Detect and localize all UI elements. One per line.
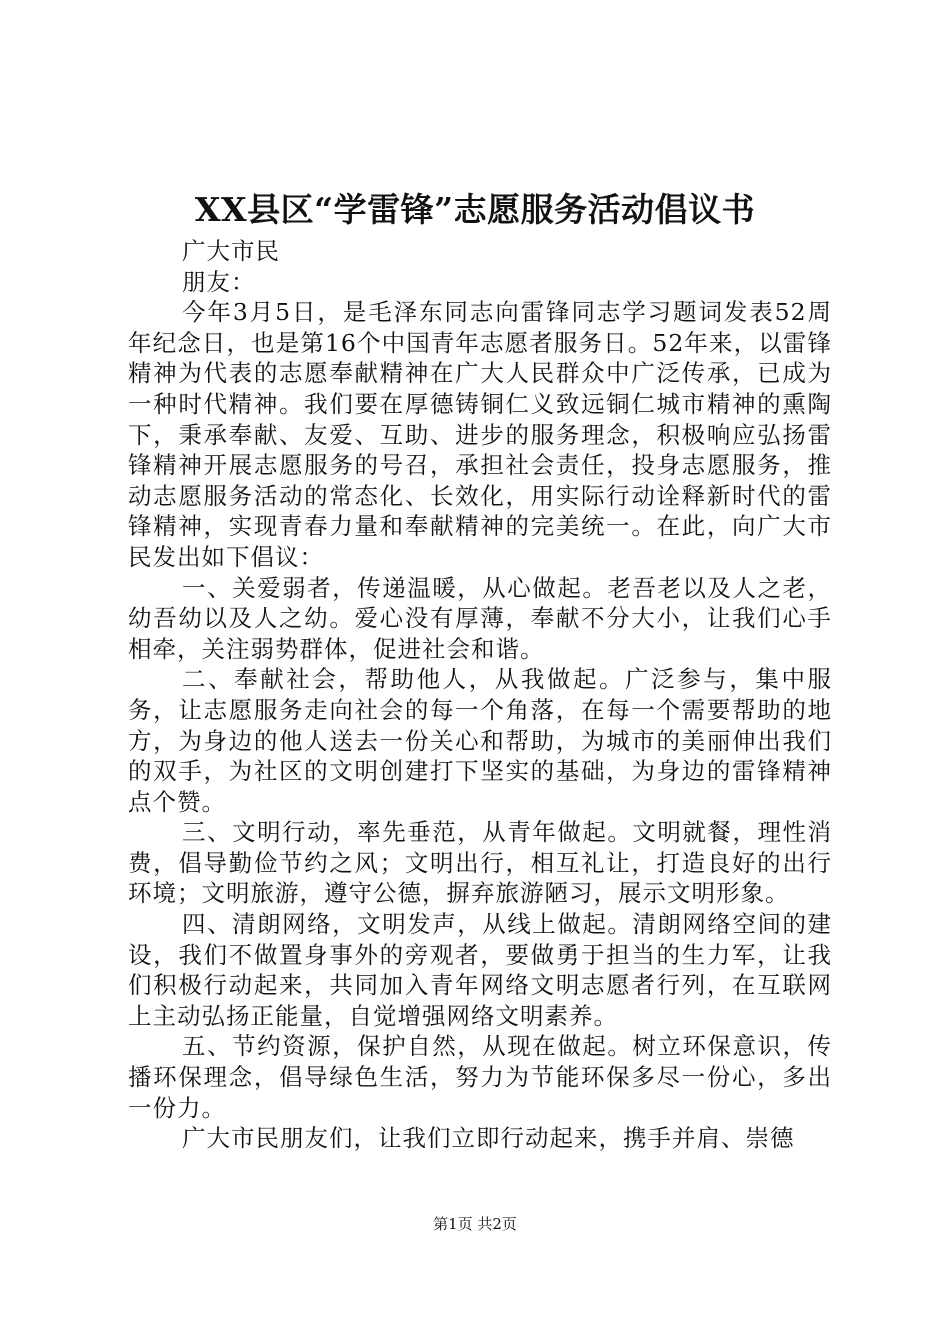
paragraph-item-3: 三、文明行动，率先垂范，从青年做起。文明就餐，理性消费，倡导勤俭节约之风；文明出行，相互礼让，打造良好的出行环境；文明旅游，遵守公德，摒弃旅游陋习，展示文明形象。 <box>128 818 832 908</box>
paragraph-item-1: 一、关爱弱者，传递温暖，从心做起。老吾老以及人之老，幼吾幼以及人之幼。爱心没有厚薄，奉献不分大小，让我们心手相牵，关注弱势群体，促进社会和谐。 <box>128 573 832 663</box>
paragraph-closing: 广大市民朋友们，让我们立即行动起来，携手并肩、崇德 <box>182 1124 795 1153</box>
salutation-line-1: 广大市民 <box>182 237 281 265</box>
document-body <box>128 236 832 1154</box>
paragraph-item-4: 四、清朗网络，文明发声，从线上做起。清朗网络空间的建设，我们不做置身事外的旁观者，要做勇于担当的生力军，让我们积极行动起来，共同加入青年网络文明志愿者行列，在互联网上主动弘扬正能量，自觉增强网络文明素养。 <box>128 910 832 1030</box>
paragraph-item-2: 二、奉献社会，帮助他人，从我做起。广泛参与，集中服务，让志愿服务走向社会的每一个角落，在每一个需要帮助的地方，为身边的他人送去一份关心和帮助，为城市的美丽伸出我们的双手，为社区的文明创建打下坚实的基础，为身边的雷锋精神点个赞。 <box>128 665 832 816</box>
salutation-line-2: 朋友： <box>182 267 256 296</box>
paragraph-item-5: 五、节约资源，保护自然，从现在做起。树立环保意识，传播环保理念，倡导绿色生活，努力为节能环保多尽一份心，多出一份力。 <box>128 1032 832 1122</box>
page-number-footer: 第1页 共2页 <box>433 1215 517 1233</box>
paragraph-intro: 今年3月5日，是毛泽东同志向雷锋同志学习题词发表52周年纪念日，也是第16个中国青年志愿者服务日。52年来，以雷锋精神为代表的志愿奉献精神在广大人民群众中广泛传承，已成为一种时代精神。我们要在厚德铸铜仁义致远铜仁城市精神的熏陶下，秉承奉献、友爱、互助、进步的服务理念，积极响应弘扬雷锋精神开展志愿服务的号召，承担社会责任，投身志愿服务，推动志愿服务活动的常态化、长效化，用实际行动诠释新时代的雷锋精神，实现青春力量和奉献精神的完美统一。在此，向广大市民发出如下倡议： <box>128 298 832 571</box>
document-title: XX县区“学雷锋”志愿服务活动倡议书 <box>194 190 756 229</box>
